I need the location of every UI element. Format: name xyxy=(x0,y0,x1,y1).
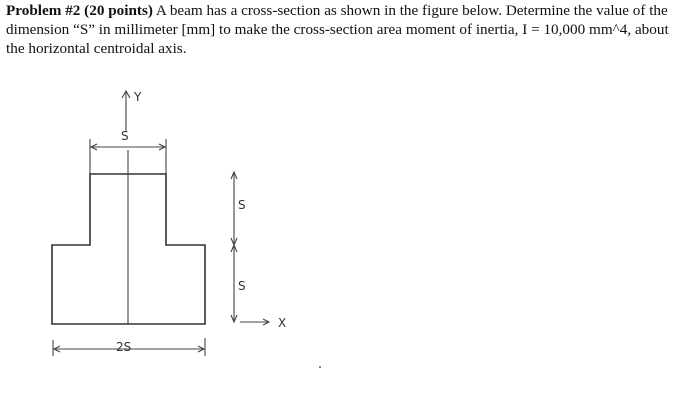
problem-label: Problem #2 (20 points) xyxy=(6,2,153,19)
stray-dot-mark xyxy=(319,366,321,368)
x-axis-label: X xyxy=(278,316,287,330)
y-axis-label: Y xyxy=(134,90,142,104)
upper-height-label: S xyxy=(238,198,246,212)
problem-text: A beam has a cross-section as shown in the figure below. Determine the value of the dimension “S” in millimeter [mm] to make the cross-section area moment of inertia, I = 10,000 mm^4, about the horizontal centroidal axis. xyxy=(6,2,669,57)
lower-height-label: S xyxy=(238,279,246,293)
bottom-width-label: 2S xyxy=(116,340,132,354)
top-width-label: S xyxy=(121,129,129,143)
